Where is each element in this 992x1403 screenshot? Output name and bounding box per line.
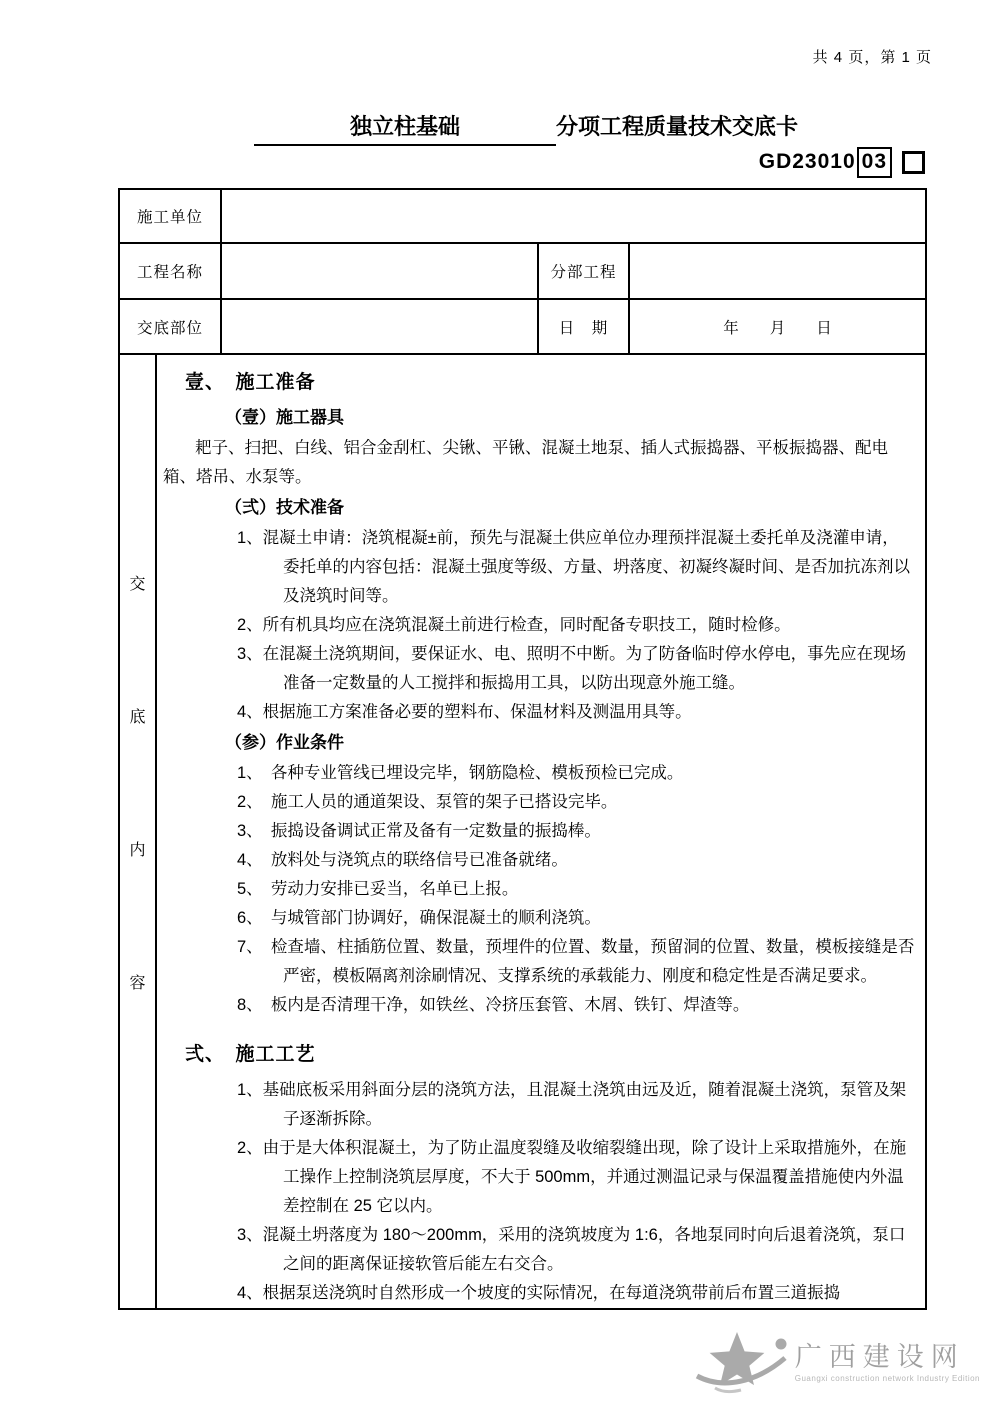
site-logo xyxy=(693,1330,980,1394)
document-title xyxy=(254,110,798,146)
content-text: 1、基础底板采用斜面分层的浇筑方法，且混凝土浇筑由远及近，随着混凝土浇筑，泵管及架子逐渐拆除。 xyxy=(237,1081,907,1128)
content-text: 4、根据泵送浇筑时自然形成一个坡度的实际情况，在每道浇筑带前后布置三道振捣 xyxy=(237,1284,841,1302)
row-construction-unit xyxy=(119,189,926,243)
content-text: 1、 各种专业管线已埋设完毕，钢筋隐检、模板预检已完成。 xyxy=(237,764,684,782)
construction-unit-label: 施工单位 xyxy=(119,189,221,243)
disclosure-part-value xyxy=(221,299,538,354)
content-text: 2、由于是大体积混凝土，为了防止温度裂缝及收缩裂缝出现，除了设计上采取措施外，在施工操作上控制浇筑层厚度，不大于 500mm，并通过测温记录与保温覆盖措施使内外温差控制在 25 它以内。 xyxy=(237,1139,907,1215)
disclosure-part-label: 交底部位 xyxy=(119,299,221,354)
row-disclosure-content xyxy=(119,354,926,1309)
doc-code-prefix: GD23010 xyxy=(758,150,856,173)
content-text: 4、 放料处与浇筑点的联络信号已准备就绪。 xyxy=(237,851,568,869)
content-text: 3、混凝土坍落度为 180～200mm，采用的浇筑坡度为 1:6，各地泵同时向后退着浇筑，泵口之间的距离保证接软管后能左右交合。 xyxy=(237,1226,906,1273)
star-icon xyxy=(693,1330,789,1394)
division-project-label: 分部工程 xyxy=(538,243,629,299)
row-project-name xyxy=(119,243,926,299)
disclosure-content-cell xyxy=(119,354,926,1309)
content-text: 2、 施工人员的通道架设、泵管的架子已搭设完毕。 xyxy=(237,793,618,811)
section-heading: 弍、 施工工艺 xyxy=(185,1044,316,1065)
date-value: 年 月 日 xyxy=(629,299,926,354)
logo-title: 广西建设网 xyxy=(794,1342,965,1372)
vertical-label-char: 底 xyxy=(129,708,146,726)
doc-code-boxed-digits: 03 xyxy=(857,147,892,178)
title-subject-underline xyxy=(254,110,556,146)
project-name-label: 工程名称 xyxy=(119,243,221,299)
subsection-heading: （壹）施工器具 xyxy=(225,408,344,427)
content-text: 2、所有机具均应在浇筑混凝土前进行检查，同时配备专职技工，随时检修。 xyxy=(237,616,791,634)
division-project-value xyxy=(629,243,926,299)
content-text: 5、 劳动力安排已妥当，名单已上报。 xyxy=(237,880,519,898)
content-text: 7、 检查墙、柱插筋位置、数量，预埋件的位置、数量，预留洞的位置、数量，模板接缝是否严密，模板隔离剂涂刷情况、支撑系统的承载能力、刚度和稳定性是否满足要求。 xyxy=(237,938,915,985)
project-name-value xyxy=(221,243,538,299)
content-text: 4、根据施工方案准备必要的塑料布、保温材料及测温用具等。 xyxy=(237,703,692,721)
checkbox-icon xyxy=(902,151,925,174)
page-number: 共 4 页，第 1 页 xyxy=(812,49,932,66)
content-text: 耙子、扫把、白线、铝合金刮杠、尖锹、平锹、混凝土地泵、插人式振捣器、平板振捣器、配电箱、塔吊、水泵等。 xyxy=(163,439,888,486)
vertical-label-char: 交 xyxy=(129,575,146,593)
construction-unit-value xyxy=(221,189,926,243)
content-text: 3、在混凝土浇筑期间，要保证水、电、照明不中断。为了防备临时停水停电，事先应在现场准备一定数量的人工搅拌和振捣用工具，以防出现意外施工缝。 xyxy=(237,645,907,692)
row-disclosure-part xyxy=(119,299,926,354)
content-text: 3、 振捣设备调试正常及备有一定数量的振捣棒。 xyxy=(237,822,601,840)
title-subject: 独立柱基础 xyxy=(349,114,460,139)
logo-text xyxy=(795,1341,980,1383)
section-heading: 壹、 施工准备 xyxy=(185,372,316,393)
title-name: 分项工程质量技术交底卡 xyxy=(556,114,799,139)
content-text: 8、 板内是否清理干净，如铁丝、冷挤压套管、木屑、铁钉、焊渣等。 xyxy=(237,996,750,1014)
doc-code xyxy=(759,147,925,178)
content-blocks xyxy=(157,355,925,1308)
date-label: 日 期 xyxy=(538,299,629,354)
content-vertical-label xyxy=(120,355,157,1308)
vertical-label-char: 容 xyxy=(129,974,146,992)
doc-code-text xyxy=(759,147,892,178)
info-table xyxy=(118,188,927,1310)
vertical-label-char: 内 xyxy=(129,841,146,859)
subsection-heading: （参）作业条件 xyxy=(225,733,344,752)
content-text: 1、混凝土申请：浇筑棍凝±前，预先与混凝土供应单位办理预拌混凝土委托单及浇灌申请，委托单的内容包括：混凝土强度等级、方量、坍落度、初凝终凝时间、是否加抗冻剂以及浇筑时间等。 xyxy=(237,529,910,605)
logo-subtitle: Guangxi construction network Industry Edition xyxy=(794,1374,980,1383)
subsection-heading: （弍）技术准备 xyxy=(225,498,344,517)
content-text: 6、 与城管部门协调好，确保混凝土的顺利浇筑。 xyxy=(237,909,601,927)
